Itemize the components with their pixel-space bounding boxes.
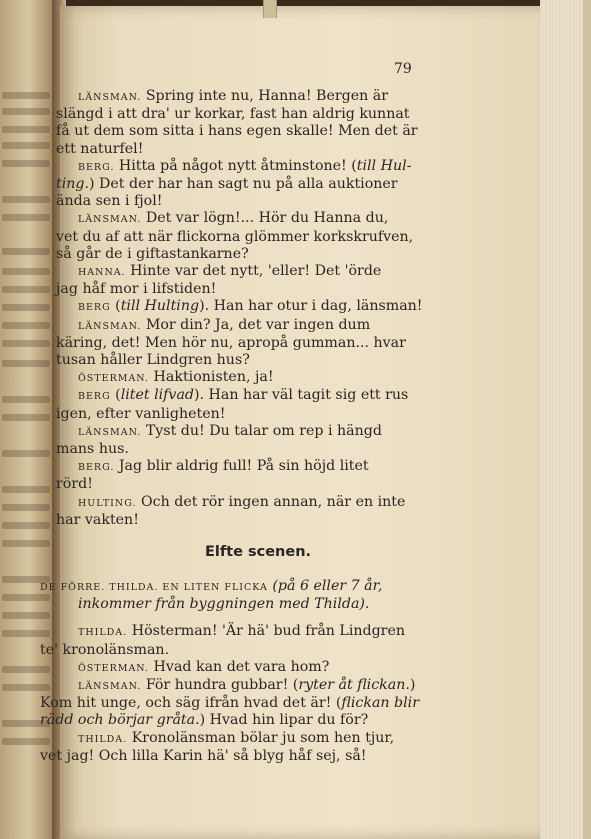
line-text: Kronolänsman bölar ju som hen tjur, [127,729,395,746]
line-text: Hitta på något nytt åtminstone! ( [114,157,357,174]
speaker-name: LÄNSMAN. [78,426,142,438]
text-line [56,369,446,387]
text-line [40,623,450,641]
line-text: käring, det! Men hör nu, apropå gumman... hvar [56,334,406,351]
text-line [40,695,450,712]
line-text: få ut dem som sitta i hans egen skalle! Men det är [56,123,418,140]
speaker-name: LÄNSMAN. [78,92,142,103]
page-number: 79 [394,61,412,77]
speaker-name: LÄNSMAN. [78,320,142,332]
line-text: Hösterman! 'Är hä' bud från Lindgren [127,623,406,640]
line-text: ett naturfel! [56,140,144,157]
text-line [56,193,446,210]
italic-text: flickan blir [341,695,419,712]
text-line [56,106,446,123]
text-line [56,406,446,423]
line-text: Och det rör ingen annan, när en inte [136,493,406,510]
speaker-name: HANNA. [78,267,126,279]
line-text: ) Det der har han sagt nu på alla auktioner [88,176,398,193]
text-line [56,387,446,405]
line-text: te' kronolänsman. [40,641,170,658]
line-text: ( [110,387,121,404]
speaker-name: LÄNSMAN. [78,214,142,226]
speaker-name: BERG [78,391,111,403]
italic-text: till Hul- [356,157,412,174]
text-line [56,176,446,193]
italic-text: till Hulting [120,298,200,315]
line-text: slängd i att dra' ur korkar, fast han aldrig kunnat [56,106,410,123]
line-text: Det var lögn!... Hör du Hanna du, [141,210,389,227]
line-text: ) [409,677,416,694]
line-text: Hvad kan det vara hom? [149,658,330,675]
speaker-name: THILDA. [78,733,128,745]
line-text: Haktionisten, ja! [149,369,274,386]
line-text: mans hus. [56,441,129,458]
line-text: jag håf mor i lifstiden! [56,281,217,298]
speaker-name: ÖSTERMAN. [78,373,150,385]
text-line [56,476,446,493]
text-line [56,229,446,246]
speaker-name: BERG [78,302,111,314]
page-edges [540,0,591,839]
text-line [56,88,446,106]
text-line [40,730,450,748]
text-line [56,458,446,476]
italic-text: litet lifvad [120,387,194,404]
line-text: ) Hvad hin lipar du för? [199,712,369,729]
dialogue-block-2 [40,578,450,765]
text-line [56,335,446,352]
line-text: så går de i giftastankarne? [56,245,249,262]
text-line [56,317,446,335]
line-text: Jag blir aldrig full! På sin höjd litet [114,458,369,475]
text-line [56,512,446,529]
text-line [40,642,450,659]
line-text: Hinte var det nytt, 'eller! Det 'örde [125,263,382,280]
line-text: Spring inte nu, Hanna! Bergen är [141,88,388,104]
line-text: vet du af att när flickorna glömmer korkskrufven, [56,228,414,245]
text-line [56,423,446,441]
line-text: För hundra gubbar! ( [141,677,299,694]
bookmark-ribbon [263,0,277,18]
dialogue-block-1 [56,88,446,529]
text-line [56,494,446,512]
speaker-name: HULTING. [78,497,137,509]
speaker-name: BERG. [78,462,115,474]
line-text: igen, efter vanligheten! [56,405,226,422]
text-line [56,298,446,316]
text-line [56,210,446,228]
text-line [56,141,446,158]
line-text: Kom hit unge, och säg ifrån hvad det är! ( [40,695,342,712]
speaker-name: LÄNSMAN. [78,681,142,693]
line-text: ända sen i fjol! [56,193,163,210]
line-text: Tyst du! Du talar om rep i hängd [141,422,382,439]
speaker-name: THILDA. [78,627,128,639]
text-line [56,246,446,263]
line-text: ). Han har väl tagit sig ett rus [193,387,409,404]
text-line [56,441,446,458]
speaker-name: BERG. [78,161,115,173]
line-text: tusan håller Lindgren hus? [56,352,250,369]
text-line [56,281,446,298]
text-line [40,748,450,765]
stage-direction-italic-2: inkommer från byggningen med Thilda). [78,596,370,613]
italic-text: rädd och börjar gråta. [40,712,200,729]
line-text: vet jag! Och lilla Karin hä' så blyg håf sej, så! [40,747,367,764]
stage-direction [40,578,450,596]
text-line [40,712,450,729]
text-line [56,263,446,281]
text-line [40,659,450,677]
speaker-name: ÖSTERMAN. [78,662,150,674]
text-line [56,352,446,369]
scene-heading: Elfte scenen. [205,544,312,560]
line-text: Mor din? Ja, det var ingen dum [141,316,371,333]
line-text: ( [110,298,121,315]
line-text: ). Han har otur i dag, länsman! [199,298,423,315]
line-text: rörd! [56,476,93,493]
italic-text: ryter åt flickan. [298,677,410,694]
text-line [56,123,446,140]
text-line [40,677,450,695]
line-text: har vakten! [56,511,139,528]
italic-text: ting. [56,176,89,193]
stage-direction-caps: DE FÖRRE. THILDA. EN LITEN FLICKA [40,582,268,593]
stage-direction-italic-1: (på 6 eller 7 år, [267,578,383,594]
text-line [56,158,446,176]
